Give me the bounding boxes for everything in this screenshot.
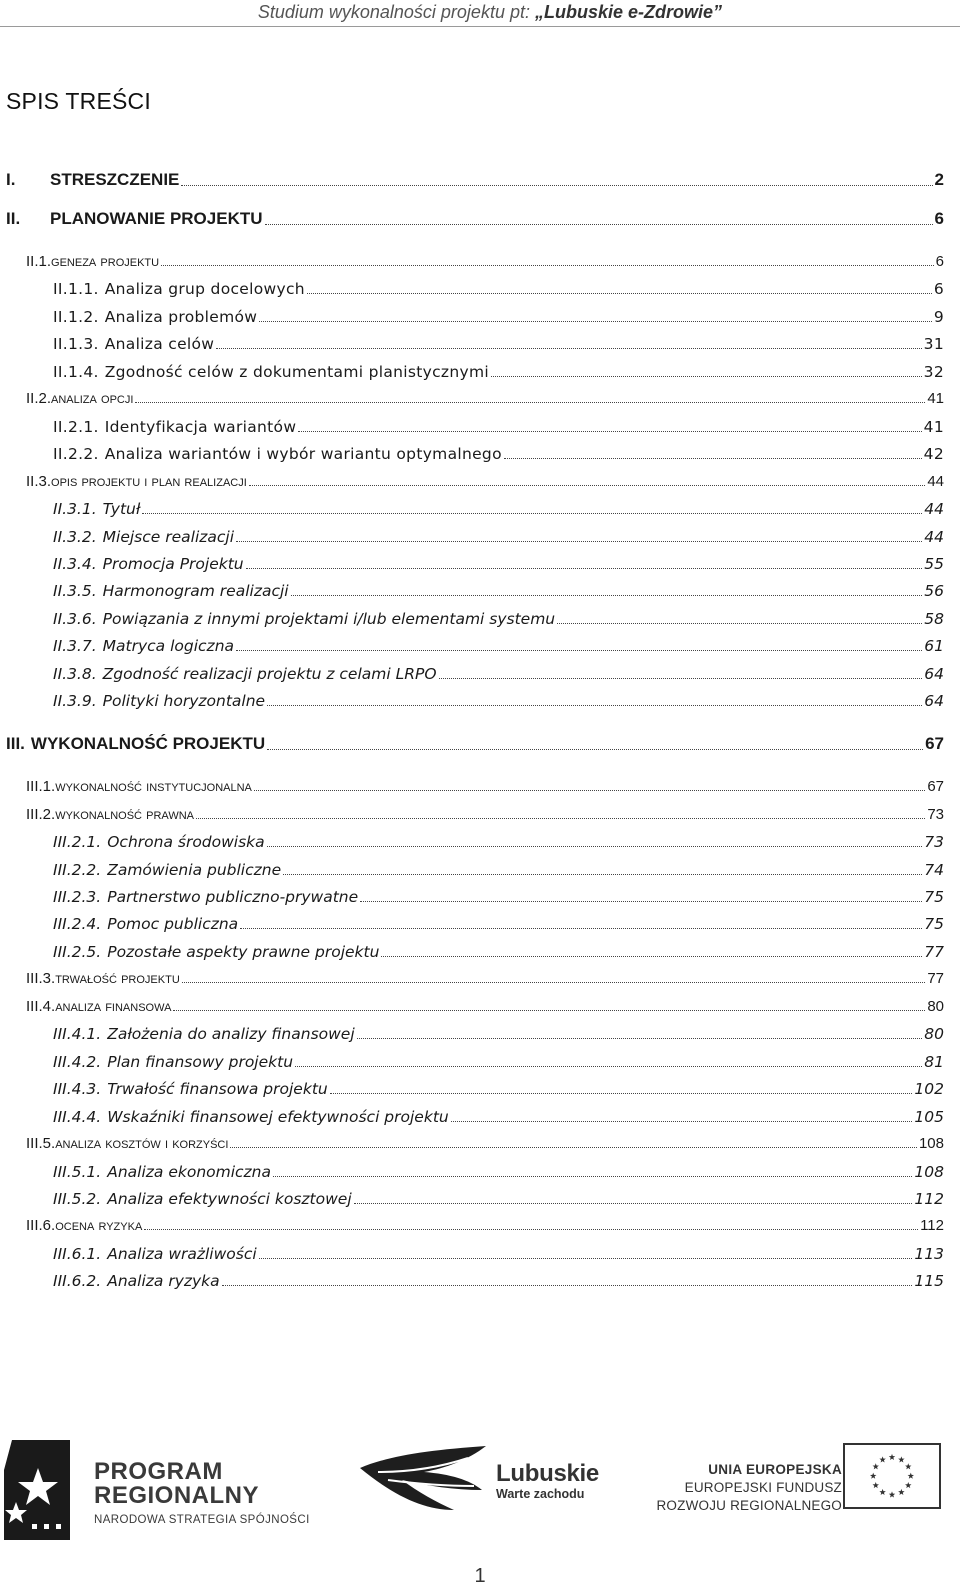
dot-leader bbox=[357, 1038, 923, 1039]
toc-entry-title: Analiza celów bbox=[104, 335, 215, 354]
toc-entry-title: Identyfikacja wariantów bbox=[104, 417, 297, 436]
toc-entry-number: III.2.5. bbox=[53, 942, 102, 961]
toc-entry-page: 80 bbox=[927, 997, 944, 1015]
toc-entry-number: II.2.1. bbox=[53, 417, 99, 436]
toc-entry-number: III.2.1. bbox=[53, 833, 102, 852]
toc-entry[interactable] bbox=[53, 280, 944, 298]
dot-leader bbox=[142, 513, 922, 514]
dot-leader bbox=[181, 185, 932, 186]
toc-entry-number: II.1.4. bbox=[53, 362, 99, 381]
toc-entry-page: 113 bbox=[914, 1244, 944, 1263]
toc-entry-title: geneza projektu bbox=[51, 253, 160, 270]
toc-entry-page: 31 bbox=[923, 335, 944, 354]
eu-line3: ROZWOJU REGIONALNEGO bbox=[656, 1498, 842, 1513]
toc-entry-title: trwałość projektu bbox=[55, 970, 180, 988]
toc-entry-number: III.2.3. bbox=[53, 888, 102, 906]
program-line1: PROGRAM bbox=[94, 1458, 223, 1485]
toc-entry-title: wykonalność prawna bbox=[55, 805, 195, 823]
eu-star-icon bbox=[873, 1482, 879, 1488]
toc-entry-number: III.4.1. bbox=[53, 1025, 102, 1044]
toc-entry-title: Analiza ryzyka bbox=[107, 1272, 220, 1291]
toc-entry[interactable] bbox=[53, 445, 944, 463]
toc-entry-page: 112 bbox=[920, 1217, 944, 1235]
page-number: 1 bbox=[474, 1565, 486, 1587]
toc-entry-title: Miejsce realizacji bbox=[102, 527, 235, 546]
toc-entry-page: 77 bbox=[924, 942, 944, 961]
toc-entry-page: 55 bbox=[924, 554, 944, 573]
dot-leader bbox=[267, 749, 923, 750]
toc-entry-title: Analiza grup docelowych bbox=[104, 280, 305, 299]
dot-leader bbox=[307, 293, 932, 294]
header-prefix: Studium wykonalności projektu pt: bbox=[257, 2, 535, 22]
toc-entry-number: II.3.8. bbox=[53, 664, 97, 683]
toc-entry[interactable] bbox=[26, 1135, 944, 1152]
toc-entry-number: II.3.5. bbox=[53, 582, 97, 601]
dot-leader bbox=[182, 982, 926, 983]
toc-entry-title: Analiza wrażliwości bbox=[107, 1244, 257, 1263]
toc-entry[interactable] bbox=[26, 778, 944, 795]
dot-leader bbox=[298, 431, 921, 432]
toc-entry[interactable] bbox=[53, 610, 944, 628]
toc-entry-page: 73 bbox=[927, 805, 944, 823]
toc-entry-page: 67 bbox=[925, 734, 944, 754]
toc-entry-page: 81 bbox=[924, 1052, 944, 1071]
toc-entry[interactable] bbox=[53, 500, 944, 518]
eu-star-icon bbox=[898, 1456, 904, 1462]
toc-entry-title: Wskaźniki finansowej efektywności projektu bbox=[107, 1107, 449, 1126]
toc-entry-title: analiza opcji bbox=[51, 390, 134, 408]
toc-entry-title: Trwałość finansowa projektu bbox=[107, 1080, 328, 1099]
dot-leader bbox=[504, 458, 922, 459]
dot-leader bbox=[295, 1066, 922, 1067]
toc-entry[interactable] bbox=[53, 665, 944, 683]
toc-entry[interactable] bbox=[53, 915, 944, 933]
toc-entry-number: II.3.7. bbox=[53, 637, 97, 656]
toc-entry-number: III.4.4. bbox=[53, 1107, 102, 1126]
toc-entry-title: Zgodność realizacji projektu z celami LRPO bbox=[102, 664, 437, 683]
toc-entry-page: 42 bbox=[923, 445, 944, 464]
toc-entry-number: II.1.1. bbox=[53, 280, 99, 299]
dot-leader bbox=[265, 224, 933, 225]
toc-entry-page: 77 bbox=[927, 970, 944, 988]
toc-entry[interactable] bbox=[53, 861, 944, 879]
toc-entry[interactable] bbox=[6, 734, 944, 754]
dot-leader bbox=[236, 650, 922, 651]
toc-entry-title: Analiza wariantów i wybór wariantu optymalnego bbox=[104, 445, 502, 464]
eu-line2: EUROPEJSKI FUNDUSZ bbox=[684, 1480, 842, 1495]
toc-entry-title: STRESZCZENIE bbox=[50, 170, 180, 189]
toc-entry-page: 108 bbox=[918, 1135, 944, 1153]
toc-entry-title: Plan finansowy projektu bbox=[107, 1052, 294, 1071]
lubuskie-wordmark bbox=[496, 1462, 599, 1501]
toc-entry-page: 75 bbox=[924, 915, 944, 934]
eu-star-icon bbox=[879, 1489, 885, 1495]
toc-entry[interactable] bbox=[53, 1163, 944, 1181]
toc-entry[interactable] bbox=[53, 692, 944, 710]
toc-entry-number: III.4.2. bbox=[53, 1052, 102, 1071]
toc-entry-title: analiza finansowa bbox=[55, 997, 172, 1015]
toc-entry-title: Pomoc publiczna bbox=[107, 915, 239, 934]
eu-star-icon bbox=[889, 1454, 895, 1460]
toc-entry-number: II.3. bbox=[26, 472, 52, 490]
toc-entry-title: Powiązania z innymi projektami i/lub elementami systemu bbox=[102, 609, 556, 628]
dot-leader bbox=[451, 1121, 913, 1122]
dot-leader bbox=[230, 1147, 917, 1148]
toc-entry-page: 6 bbox=[935, 253, 944, 270]
eu-fund-text bbox=[656, 1461, 842, 1515]
toc-entry-page: 41 bbox=[927, 390, 944, 408]
toc-entry-number: III.2.4. bbox=[53, 915, 102, 934]
dot-leader bbox=[196, 818, 925, 819]
toc-entry-title: PLANOWANIE PROJEKTU bbox=[50, 209, 263, 228]
toc-entry-title: Harmonogram realizacji bbox=[102, 582, 289, 601]
toc-entry-page: 112 bbox=[914, 1189, 944, 1208]
toc-entry-number: II. bbox=[6, 209, 21, 228]
toc-entry[interactable] bbox=[26, 473, 944, 490]
dot-leader bbox=[354, 1203, 913, 1204]
toc-entry-page: 105 bbox=[914, 1107, 944, 1126]
toc-entry-page: 44 bbox=[924, 500, 944, 519]
header-project-name: „Lubuskie e-Zdrowie” bbox=[534, 2, 722, 22]
toc-entry-page: 6 bbox=[934, 209, 944, 228]
toc-entry-page: 44 bbox=[927, 472, 944, 490]
toc-entry-title: analiza kosztów i korzyści bbox=[55, 1135, 229, 1153]
toc-entry-number: II.3.2. bbox=[53, 527, 97, 546]
toc-entry-page: 6 bbox=[933, 280, 944, 299]
toc-entry[interactable] bbox=[26, 390, 944, 407]
toc-entry-number: II.1.2. bbox=[53, 307, 99, 326]
dot-leader bbox=[330, 1093, 913, 1094]
dot-leader bbox=[222, 1285, 913, 1286]
eu-star-icon bbox=[908, 1473, 914, 1479]
eu-flag-icon bbox=[843, 1443, 941, 1509]
toc-entry-title: Założenia do analizy finansowej bbox=[107, 1025, 355, 1044]
toc-entry-title: Partnerstwo publiczno-prywatne bbox=[107, 888, 359, 906]
toc-entry-title: Analiza efektywności kosztowej bbox=[107, 1189, 352, 1208]
toc-entry[interactable] bbox=[53, 1272, 944, 1290]
toc-entry-title: Zgodność celów z dokumentami planistycznymi bbox=[104, 362, 489, 381]
toc-entry-title: opis projektu i plan realizacji bbox=[51, 472, 247, 490]
toc-entry-number: III.2.2. bbox=[53, 860, 102, 879]
toc-entry-number: II.3.9. bbox=[53, 692, 97, 711]
toc-entry-number: II.3.4. bbox=[53, 554, 97, 573]
toc-entry[interactable] bbox=[53, 528, 944, 546]
lubuskie-name: Lubuskie bbox=[496, 1460, 599, 1487]
toc-entry[interactable] bbox=[53, 1245, 944, 1263]
toc-entry-number: III.4.3. bbox=[53, 1080, 102, 1099]
toc-entry-page: 64 bbox=[924, 664, 944, 683]
dot-leader bbox=[267, 705, 922, 706]
eu-star-icon bbox=[870, 1473, 876, 1479]
toc-entry[interactable] bbox=[26, 806, 944, 823]
toc-entry-number: III.5.1. bbox=[53, 1162, 102, 1181]
toc-entry[interactable] bbox=[6, 170, 944, 190]
toc-entry[interactable] bbox=[53, 582, 944, 600]
toc-entry-number: III.5. bbox=[26, 1135, 56, 1153]
dot-leader bbox=[161, 265, 934, 266]
toc-entry[interactable] bbox=[26, 253, 944, 270]
toc-entry[interactable] bbox=[53, 637, 944, 655]
toc-entry-page: 64 bbox=[924, 692, 944, 711]
toc-entry[interactable] bbox=[53, 888, 944, 906]
toc-entry-number: III.4. bbox=[26, 997, 56, 1015]
page-title: SPIS TREŚCI bbox=[6, 88, 151, 114]
toc-entry-number: II.3.1. bbox=[53, 500, 97, 519]
toc-entry-page: 108 bbox=[914, 1162, 944, 1181]
toc-entry[interactable] bbox=[53, 555, 944, 573]
toc-entry[interactable] bbox=[53, 418, 944, 436]
toc-entry-page: 2 bbox=[934, 170, 944, 189]
toc-entry-number: II.2.2. bbox=[53, 445, 99, 464]
toc-entry-number: III.2. bbox=[26, 805, 56, 823]
toc-entry-page: 56 bbox=[924, 582, 944, 601]
toc-entry-page: 61 bbox=[924, 637, 944, 656]
toc-entry-number: III. bbox=[6, 734, 25, 754]
dot-leader bbox=[259, 321, 932, 322]
dot-leader bbox=[291, 595, 923, 596]
running-header bbox=[0, 0, 960, 24]
dot-leader bbox=[439, 678, 923, 679]
lubuskie-bird-logo-icon bbox=[358, 1446, 488, 1522]
toc-entry[interactable] bbox=[53, 363, 944, 381]
toc-entry-number: II.1.3. bbox=[53, 335, 99, 354]
toc-entry[interactable] bbox=[26, 998, 944, 1015]
toc-entry-number: III.5.2. bbox=[53, 1189, 102, 1208]
dot-leader bbox=[254, 790, 925, 791]
program-regionalny-logo-icon bbox=[4, 1440, 76, 1540]
lubuskie-tagline: Warte zachodu bbox=[496, 1487, 585, 1501]
dot-leader bbox=[246, 568, 923, 569]
toc-entry-title: Pozostałe aspekty prawne projektu bbox=[107, 942, 380, 961]
toc-entry-number: III.6.1. bbox=[53, 1244, 102, 1263]
dot-leader bbox=[216, 348, 921, 349]
toc-entry-page: 32 bbox=[923, 362, 944, 381]
program-regionalny-wordmark bbox=[94, 1460, 310, 1526]
program-line2: REGIONALNY bbox=[94, 1482, 260, 1509]
dot-leader bbox=[240, 928, 922, 929]
eu-star-icon bbox=[898, 1489, 904, 1495]
dot-leader bbox=[557, 623, 922, 624]
toc-entry-title: Zamówienia publiczne bbox=[107, 860, 282, 879]
toc-entry-title: Analiza problemów bbox=[104, 307, 258, 326]
toc-entry[interactable] bbox=[6, 209, 944, 229]
toc-entry-page: 102 bbox=[914, 1080, 944, 1099]
eu-star-icon bbox=[879, 1456, 885, 1462]
dot-leader bbox=[144, 1229, 918, 1230]
toc-entry-title: Tytuł bbox=[102, 500, 141, 519]
toc-entry-number: III.3. bbox=[26, 970, 56, 988]
toc-entry-page: 115 bbox=[914, 1272, 944, 1291]
dot-leader bbox=[267, 846, 923, 847]
toc-entry-page: 44 bbox=[924, 527, 944, 546]
dot-leader bbox=[381, 956, 922, 957]
dot-leader bbox=[173, 1010, 925, 1011]
toc-entry[interactable] bbox=[53, 1080, 944, 1098]
dot-leader bbox=[283, 874, 922, 875]
toc-entry[interactable] bbox=[53, 943, 944, 961]
toc-entry-title: Analiza ekonomiczna bbox=[107, 1162, 272, 1181]
toc-entry-title: Ochrona środowiska bbox=[107, 833, 265, 852]
toc-entry-title: Polityki horyzontalne bbox=[102, 692, 266, 711]
toc-entry[interactable] bbox=[26, 1217, 944, 1234]
toc-entry-number: II.2. bbox=[26, 390, 52, 408]
toc-entry[interactable] bbox=[53, 833, 944, 851]
toc-entry-number: I. bbox=[6, 170, 16, 189]
toc-entry-title: WYKONALNOŚĆ PROJEKTU bbox=[30, 734, 266, 754]
toc-entry[interactable] bbox=[53, 1025, 944, 1043]
dot-leader bbox=[249, 485, 926, 486]
toc-entry[interactable] bbox=[53, 308, 944, 326]
toc-entry-number: II.3.6. bbox=[53, 609, 97, 628]
eu-line1: UNIA EUROPEJSKA bbox=[708, 1462, 842, 1477]
eu-star-icon bbox=[905, 1463, 911, 1469]
toc-entry-title: Promocja Projektu bbox=[102, 554, 244, 573]
toc-entry-page: 41 bbox=[923, 417, 944, 436]
toc-entry-number: II.1. bbox=[26, 253, 52, 270]
toc-entry[interactable] bbox=[53, 335, 944, 353]
dot-leader bbox=[491, 376, 922, 377]
toc-entry[interactable] bbox=[53, 1190, 944, 1208]
toc-entry-page: 67 bbox=[927, 778, 944, 796]
dot-leader bbox=[135, 402, 925, 403]
toc-entry[interactable] bbox=[53, 1053, 944, 1071]
dot-leader bbox=[259, 1258, 913, 1259]
toc-entry-number: III.6.2. bbox=[53, 1272, 102, 1291]
dot-leader bbox=[273, 1176, 912, 1177]
eu-star-icon bbox=[889, 1491, 895, 1497]
toc-entry-page: 75 bbox=[924, 888, 944, 906]
dot-leader bbox=[360, 901, 922, 902]
toc-entry-page: 9 bbox=[933, 307, 944, 326]
toc-entry-title: Matryca logiczna bbox=[102, 637, 235, 656]
toc-entry-title: wykonalność instytucjonalna bbox=[55, 778, 252, 796]
dot-leader bbox=[236, 541, 922, 542]
toc-entry-page: 58 bbox=[924, 609, 944, 628]
header-rule bbox=[0, 26, 960, 27]
toc-entry-page: 73 bbox=[924, 833, 944, 852]
toc-entry[interactable] bbox=[53, 1108, 944, 1126]
toc-entry-number: III.6. bbox=[26, 1217, 56, 1235]
toc-entry-title: ocena ryzyka bbox=[55, 1217, 143, 1235]
eu-star-icon bbox=[905, 1482, 911, 1488]
toc-entry-page: 80 bbox=[924, 1025, 944, 1044]
toc-entry-number: III.1. bbox=[26, 778, 56, 796]
toc-entry[interactable] bbox=[26, 970, 944, 987]
toc-entry-page: 74 bbox=[924, 860, 944, 879]
program-line3: NARODOWA STRATEGIA SPÓJNOŚCI bbox=[94, 1514, 310, 1526]
eu-star-icon bbox=[873, 1463, 879, 1469]
